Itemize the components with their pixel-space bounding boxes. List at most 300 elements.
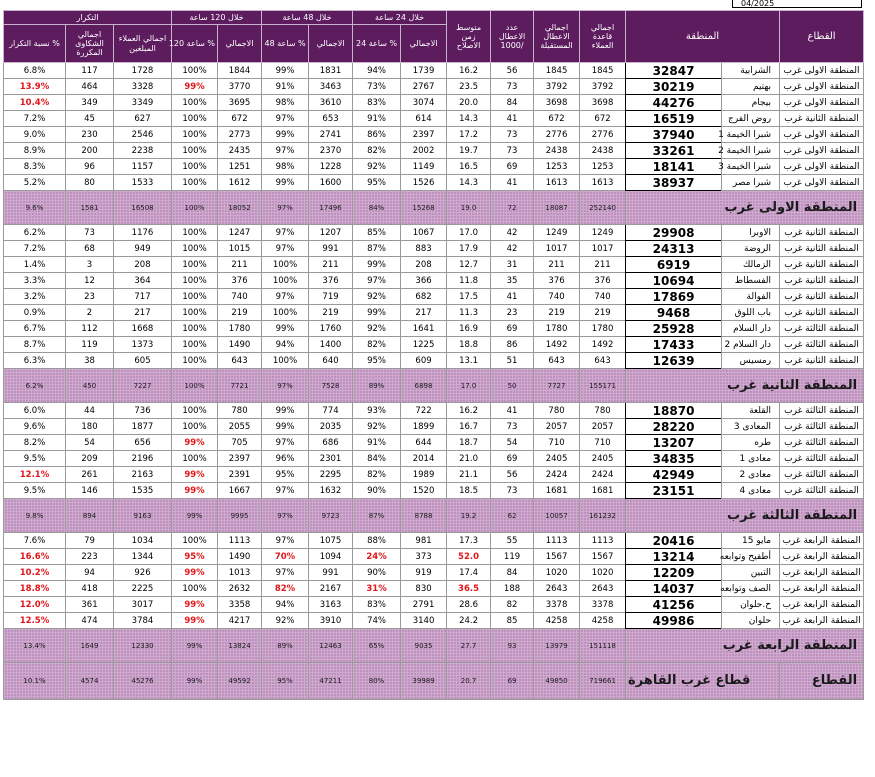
cell-received: 1249 xyxy=(534,225,580,241)
cell-code: 49986 xyxy=(626,613,722,629)
cell-reported-customers: 1157 xyxy=(114,159,172,175)
cell-pct-120: 100% xyxy=(172,273,218,289)
cell-total-120: 219 xyxy=(218,305,262,321)
cell-code: 18141 xyxy=(626,159,722,175)
cell-avg-repair: 52.0 xyxy=(447,549,491,565)
cell-repeat-complaints: 2 xyxy=(66,305,114,321)
cell-code: 37940 xyxy=(626,127,722,143)
cell-pct-24: 89% xyxy=(353,369,401,403)
cell-pct-48: 70% xyxy=(262,549,309,565)
cell-avg-repair: 18.5 xyxy=(447,483,491,499)
cell-avg-repair: 16.2 xyxy=(447,63,491,79)
cell-repeat-complaints: 349 xyxy=(66,95,114,111)
cell-customer-base: 155171 xyxy=(580,369,626,403)
cell-total-48: 376 xyxy=(309,273,353,289)
cell-region-label: المنطقة الثالثة غرب xyxy=(626,499,864,533)
cell-sector: المنطقة الرابعة غرب xyxy=(780,581,864,597)
cell-pct-24: 82% xyxy=(353,143,401,159)
cell-faults-per-1000: 69 xyxy=(491,451,534,467)
cell-total-48: 2167 xyxy=(309,581,353,597)
cell-received: 10057 xyxy=(534,499,580,533)
cell-faults-per-1000: 73 xyxy=(491,419,534,435)
cell-pct-48: 97% xyxy=(262,565,309,581)
cell-code: 20416 xyxy=(626,533,722,549)
cell-repeat-pct: 8.2% xyxy=(4,435,66,451)
cell-region: التبين xyxy=(722,565,780,581)
cell-reported-customers: 1668 xyxy=(114,321,172,337)
cell-reported-customers: 1877 xyxy=(114,419,172,435)
header-reported-customers: اجمالي العملاء المبلغين xyxy=(114,25,172,63)
cell-sector: المنطقة الثانية غرب xyxy=(780,289,864,305)
header-faults-per-1000: عدد الاعطال /1000 xyxy=(491,11,534,63)
cell-total-24: 2791 xyxy=(401,597,447,613)
cell-repeat-complaints: 79 xyxy=(66,533,114,549)
cell-customer-base: 2643 xyxy=(580,581,626,597)
cell-total-24: 1067 xyxy=(401,225,447,241)
cell-faults-per-1000: 93 xyxy=(491,629,534,663)
cell-sector: المنطقة الاولى غرب xyxy=(780,143,864,159)
cell-customer-base: 2405 xyxy=(580,451,626,467)
cell-faults-per-1000: 82 xyxy=(491,597,534,613)
cell-code: 13207 xyxy=(626,435,722,451)
cell-reported-customers: 605 xyxy=(114,353,172,369)
cell-sector: المنطقة الرابعة غرب xyxy=(780,597,864,613)
cell-pct-48: 89% xyxy=(262,629,309,663)
cell-pct-48: 97% xyxy=(262,111,309,127)
cell-reported-customers: 1344 xyxy=(114,549,172,565)
cell-total-24: 2767 xyxy=(401,79,447,95)
cell-customer-base: 710 xyxy=(580,435,626,451)
table-row xyxy=(4,613,864,629)
cell-customer-base: 3378 xyxy=(580,597,626,613)
cell-region: رمسيس xyxy=(722,353,780,369)
cell-total-120: 1780 xyxy=(218,321,262,337)
cell-total-24: 644 xyxy=(401,435,447,451)
cell-received: 1020 xyxy=(534,565,580,581)
cell-received: 1567 xyxy=(534,549,580,565)
cell-received: 1492 xyxy=(534,337,580,353)
cell-code: 13214 xyxy=(626,549,722,565)
cell-sector: المنطقة الاولى غرب xyxy=(780,127,864,143)
cell-code: 34835 xyxy=(626,451,722,467)
cell-region: شبرا الخيمة 3 xyxy=(722,159,780,175)
cell-pct-120: 100% xyxy=(172,533,218,549)
cell-received: 7727 xyxy=(534,369,580,403)
cell-code: 25928 xyxy=(626,321,722,337)
cell-repeat-complaints: 117 xyxy=(66,63,114,79)
cell-repeat-complaints: 4574 xyxy=(66,663,114,700)
cell-pct-120: 100% xyxy=(172,451,218,467)
cell-avg-repair: 21.0 xyxy=(447,451,491,467)
cell-repeat-pct: 8.3% xyxy=(4,159,66,175)
cell-repeat-complaints: 80 xyxy=(66,175,114,191)
cell-pct-48: 97% xyxy=(262,289,309,305)
cell-repeat-pct: 12.0% xyxy=(4,597,66,613)
cell-region: معادى 2 xyxy=(722,467,780,483)
cell-customer-base: 2776 xyxy=(580,127,626,143)
cell-sector: المنطقة الرابعة غرب xyxy=(780,613,864,629)
cell-repeat-complaints: 12 xyxy=(66,273,114,289)
cell-pct-120: 100% xyxy=(172,241,218,257)
cell-total-120: 1490 xyxy=(218,549,262,565)
header-total-24: الاجمالي xyxy=(401,25,447,63)
cell-pct-24: 90% xyxy=(353,565,401,581)
header-avg-repair: متوسط زمن الاصلاح xyxy=(447,11,491,63)
cell-pct-48: 97% xyxy=(262,225,309,241)
cell-customer-base: 2057 xyxy=(580,419,626,435)
cell-avg-repair: 12.7 xyxy=(447,257,491,273)
cell-pct-24: 82% xyxy=(353,467,401,483)
cell-customer-base: 151118 xyxy=(580,629,626,663)
cell-repeat-pct: 3.2% xyxy=(4,289,66,305)
cell-received: 710 xyxy=(534,435,580,451)
cell-faults-per-1000: 69 xyxy=(491,321,534,337)
cell-pct-120: 99% xyxy=(172,467,218,483)
cell-code: 33261 xyxy=(626,143,722,159)
cell-reported-customers: 1533 xyxy=(114,175,172,191)
cell-faults-per-1000: 50 xyxy=(491,369,534,403)
table-row xyxy=(4,127,864,143)
header-total-120: الاجمالي xyxy=(218,25,262,63)
cell-total-120: 780 xyxy=(218,403,262,419)
cell-repeat-pct: 3.3% xyxy=(4,273,66,289)
cell-pct-48: 99% xyxy=(262,175,309,191)
cell-avg-repair: 20.7 xyxy=(447,663,491,700)
cell-total-48: 2301 xyxy=(309,451,353,467)
cell-customer-base: 1253 xyxy=(580,159,626,175)
cell-received: 1113 xyxy=(534,533,580,549)
cell-total-120: 1013 xyxy=(218,565,262,581)
cell-faults-per-1000: 73 xyxy=(491,79,534,95)
cell-region: شبرا الخيمة 2 xyxy=(722,143,780,159)
table-row xyxy=(4,337,864,353)
cell-customer-base: 1613 xyxy=(580,175,626,191)
cell-pct-24: 24% xyxy=(353,549,401,565)
cell-faults-per-1000: 69 xyxy=(491,663,534,700)
cell-pct-24: 95% xyxy=(353,353,401,369)
header-pct-48: % ساعة 48 xyxy=(262,25,309,63)
cell-total-24: 217 xyxy=(401,305,447,321)
region-subtotal-row xyxy=(4,499,864,533)
cell-total-48: 47211 xyxy=(309,663,353,700)
cell-pct-48: 97% xyxy=(262,499,309,533)
cell-repeat-complaints: 1581 xyxy=(66,191,114,225)
cell-code: 18870 xyxy=(626,403,722,419)
cell-region: المعادى 3 xyxy=(722,419,780,435)
cell-repeat-complaints: 361 xyxy=(66,597,114,613)
cell-reported-customers: 1034 xyxy=(114,533,172,549)
cell-repeat-complaints: 94 xyxy=(66,565,114,581)
cell-reported-customers: 3349 xyxy=(114,95,172,111)
cell-pct-120: 99% xyxy=(172,499,218,533)
cell-repeat-pct: 16.6% xyxy=(4,549,66,565)
cell-total-48: 991 xyxy=(309,565,353,581)
cell-customer-base: 252140 xyxy=(580,191,626,225)
header-repeat-complaints: اجمالي الشكاوى المكررة xyxy=(66,25,114,63)
cell-pct-48: 99% xyxy=(262,403,309,419)
cell-region: الاوبرا xyxy=(722,225,780,241)
cell-region-label: المنطقة الرابعة غرب xyxy=(626,629,864,663)
cell-pct-48: 97% xyxy=(262,369,309,403)
cell-repeat-pct: 1.4% xyxy=(4,257,66,273)
cell-total-24: 919 xyxy=(401,565,447,581)
cell-code: 10694 xyxy=(626,273,722,289)
cell-avg-repair: 20.0 xyxy=(447,95,491,111)
cell-total-120: 376 xyxy=(218,273,262,289)
cell-avg-repair: 16.9 xyxy=(447,321,491,337)
cell-avg-repair: 16.2 xyxy=(447,403,491,419)
cell-repeat-pct: 8.7% xyxy=(4,337,66,353)
cell-customer-base: 643 xyxy=(580,353,626,369)
cell-region: بيجام xyxy=(722,95,780,111)
cell-faults-per-1000: 54 xyxy=(491,435,534,451)
cell-total-120: 2055 xyxy=(218,419,262,435)
cell-total-120: 3358 xyxy=(218,597,262,613)
cell-received: 2405 xyxy=(534,451,580,467)
cell-sector: المنطقة الثالثة غرب xyxy=(780,467,864,483)
cell-faults-per-1000: 69 xyxy=(491,159,534,175)
cell-repeat-complaints: 96 xyxy=(66,159,114,175)
cell-total-24: 614 xyxy=(401,111,447,127)
cell-pct-24: 97% xyxy=(353,273,401,289)
cell-total-120: 740 xyxy=(218,289,262,305)
cell-sector: المنطقة الاولى غرب xyxy=(780,79,864,95)
cell-faults-per-1000: 86 xyxy=(491,337,534,353)
cell-repeat-pct: 8.9% xyxy=(4,143,66,159)
header-received: اجمالي الاعطال المستقبلة xyxy=(534,11,580,63)
cell-total-24: 1739 xyxy=(401,63,447,79)
cell-customer-base: 2424 xyxy=(580,467,626,483)
cell-total-24: 373 xyxy=(401,549,447,565)
cell-total-120: 2397 xyxy=(218,451,262,467)
cell-reported-customers: 656 xyxy=(114,435,172,451)
cell-total-48: 774 xyxy=(309,403,353,419)
cell-received: 18087 xyxy=(534,191,580,225)
cell-faults-per-1000: 85 xyxy=(491,613,534,629)
cell-pct-120: 100% xyxy=(172,95,218,111)
cell-region: الفسطاط xyxy=(722,273,780,289)
cell-pct-48: 92% xyxy=(262,613,309,629)
cell-sector: المنطقة الاولى غرب xyxy=(780,159,864,175)
cell-total-24: 6898 xyxy=(401,369,447,403)
cell-total-24: 1989 xyxy=(401,467,447,483)
cell-total-48: 3610 xyxy=(309,95,353,111)
cell-total-24: 981 xyxy=(401,533,447,549)
cell-pct-48: 94% xyxy=(262,597,309,613)
cell-code: 17433 xyxy=(626,337,722,353)
cell-customer-base: 672 xyxy=(580,111,626,127)
cell-pct-120: 100% xyxy=(172,353,218,369)
cell-pct-48: 95% xyxy=(262,467,309,483)
cell-region: الشرابية xyxy=(722,63,780,79)
cell-code: 32847 xyxy=(626,63,722,79)
table-row xyxy=(4,241,864,257)
cell-received: 2424 xyxy=(534,467,580,483)
cell-avg-repair: 17.0 xyxy=(447,369,491,403)
cell-total-48: 1600 xyxy=(309,175,353,191)
cell-customer-base: 1681 xyxy=(580,483,626,499)
cell-pct-120: 100% xyxy=(172,581,218,597)
cell-avg-repair: 14.3 xyxy=(447,175,491,191)
cell-reported-customers: 949 xyxy=(114,241,172,257)
cell-total-120: 4217 xyxy=(218,613,262,629)
header-region: المنطقة xyxy=(626,11,780,63)
cell-region: مايو 15 xyxy=(722,533,780,549)
cell-total-48: 219 xyxy=(309,305,353,321)
cell-total-120: 3695 xyxy=(218,95,262,111)
cell-pct-120: 100% xyxy=(172,369,218,403)
table-row xyxy=(4,79,864,95)
cell-total-48: 9723 xyxy=(309,499,353,533)
cell-region: دار السلام xyxy=(722,321,780,337)
cell-code: 9468 xyxy=(626,305,722,321)
cell-faults-per-1000: 23 xyxy=(491,305,534,321)
table-row xyxy=(4,321,864,337)
cell-pct-24: 99% xyxy=(353,257,401,273)
cell-avg-repair: 24.2 xyxy=(447,613,491,629)
cell-pct-24: 91% xyxy=(353,111,401,127)
cell-avg-repair: 23.5 xyxy=(447,79,491,95)
cell-sector: المنطقة الثالثة غرب xyxy=(780,321,864,337)
cell-total-120: 1612 xyxy=(218,175,262,191)
table-body xyxy=(4,63,864,700)
cell-repeat-pct: 9.5% xyxy=(4,451,66,467)
cell-region: باب اللوق xyxy=(722,305,780,321)
cell-code: 41256 xyxy=(626,597,722,613)
cell-total-48: 1760 xyxy=(309,321,353,337)
table-row xyxy=(4,225,864,241)
cell-total-24: 2397 xyxy=(401,127,447,143)
cell-received: 1253 xyxy=(534,159,580,175)
cell-total-48: 2741 xyxy=(309,127,353,143)
cell-received: 1017 xyxy=(534,241,580,257)
table-row xyxy=(4,549,864,565)
cell-faults-per-1000: 41 xyxy=(491,289,534,305)
cell-avg-repair: 19.2 xyxy=(447,499,491,533)
cell-avg-repair: 17.2 xyxy=(447,127,491,143)
cell-code: 44276 xyxy=(626,95,722,111)
cell-faults-per-1000: 55 xyxy=(491,533,534,549)
cell-repeat-complaints: 73 xyxy=(66,225,114,241)
cell-total-48: 2370 xyxy=(309,143,353,159)
cell-faults-per-1000: 42 xyxy=(491,241,534,257)
cell-region: الزمالك xyxy=(722,257,780,273)
cell-customer-base: 1492 xyxy=(580,337,626,353)
cell-avg-repair: 11.3 xyxy=(447,305,491,321)
cell-region-label: المنطقة الثانية غرب xyxy=(626,369,864,403)
cell-repeat-complaints: 119 xyxy=(66,337,114,353)
cell-pct-24: 85% xyxy=(353,225,401,241)
cell-received: 211 xyxy=(534,257,580,273)
cell-pct-48: 99% xyxy=(262,321,309,337)
cell-pct-48: 97% xyxy=(262,435,309,451)
cell-total-48: 3463 xyxy=(309,79,353,95)
cell-reported-customers: 3328 xyxy=(114,79,172,95)
cell-code: 24313 xyxy=(626,241,722,257)
cell-total-120: 1490 xyxy=(218,337,262,353)
cell-repeat-complaints: 230 xyxy=(66,127,114,143)
cell-pct-120: 100% xyxy=(172,111,218,127)
cell-faults-per-1000: 84 xyxy=(491,565,534,581)
cell-total-120: 2435 xyxy=(218,143,262,159)
cell-customer-base: 719661 xyxy=(580,663,626,700)
cell-pct-120: 100% xyxy=(172,159,218,175)
cell-pct-120: 100% xyxy=(172,191,218,225)
cell-faults-per-1000: 56 xyxy=(491,63,534,79)
cell-pct-48: 100% xyxy=(262,353,309,369)
cell-reported-customers: 2225 xyxy=(114,581,172,597)
cell-code: 23151 xyxy=(626,483,722,499)
cell-faults-per-1000: 31 xyxy=(491,257,534,273)
cell-total-120: 1251 xyxy=(218,159,262,175)
cell-avg-repair: 28.6 xyxy=(447,597,491,613)
table-row xyxy=(4,63,864,79)
table-row xyxy=(4,95,864,111)
cell-repeat-complaints: 38 xyxy=(66,353,114,369)
cell-customer-base: 780 xyxy=(580,403,626,419)
cell-faults-per-1000: 119 xyxy=(491,549,534,565)
cell-pct-48: 99% xyxy=(262,419,309,435)
cell-reported-customers: 1728 xyxy=(114,63,172,79)
cell-repeat-pct: 13.4% xyxy=(4,629,66,663)
cell-repeat-pct: 18.8% xyxy=(4,581,66,597)
cell-sector: المنطقة الثالثة غرب xyxy=(780,419,864,435)
cell-pct-120: 100% xyxy=(172,257,218,273)
cell-pct-120: 100% xyxy=(172,419,218,435)
cell-pct-24: 86% xyxy=(353,127,401,143)
cell-repeat-pct: 6.3% xyxy=(4,353,66,369)
cell-sector: المنطقة الرابعة غرب xyxy=(780,549,864,565)
cell-faults-per-1000: 41 xyxy=(491,111,534,127)
cell-pct-24: 92% xyxy=(353,159,401,175)
cell-avg-repair: 17.3 xyxy=(447,533,491,549)
cell-code: 12209 xyxy=(626,565,722,581)
cell-pct-120: 95% xyxy=(172,549,218,565)
table-row xyxy=(4,111,864,127)
cell-faults-per-1000: 56 xyxy=(491,467,534,483)
cell-pct-48: 98% xyxy=(262,95,309,111)
cell-total-48: 3163 xyxy=(309,597,353,613)
cell-faults-per-1000: 41 xyxy=(491,403,534,419)
cell-pct-48: 98% xyxy=(262,159,309,175)
cell-pct-120: 100% xyxy=(172,403,218,419)
cell-avg-repair: 17.9 xyxy=(447,241,491,257)
cell-repeat-complaints: 261 xyxy=(66,467,114,483)
cell-repeat-pct: 7.2% xyxy=(4,111,66,127)
cell-total-48: 640 xyxy=(309,353,353,369)
cell-code: 29908 xyxy=(626,225,722,241)
cell-total-48: 2035 xyxy=(309,419,353,435)
cell-sector: المنطقة الثانية غرب xyxy=(780,305,864,321)
table-row xyxy=(4,435,864,451)
cell-customer-base: 1020 xyxy=(580,565,626,581)
cell-sector: المنطقة الثالثة غرب xyxy=(780,483,864,499)
cell-repeat-pct: 12.1% xyxy=(4,467,66,483)
cell-faults-per-1000: 188 xyxy=(491,581,534,597)
cell-avg-repair: 14.3 xyxy=(447,111,491,127)
cell-pct-48: 97% xyxy=(262,533,309,549)
cell-pct-120: 100% xyxy=(172,175,218,191)
cell-sector: المنطقة الثانية غرب xyxy=(780,353,864,369)
cell-sector: المنطقة الثانية غرب xyxy=(780,273,864,289)
table-row xyxy=(4,467,864,483)
cell-reported-customers: 208 xyxy=(114,257,172,273)
cell-total-120: 1113 xyxy=(218,533,262,549)
faults-report-table xyxy=(3,10,864,700)
cell-customer-base: 1780 xyxy=(580,321,626,337)
cell-code: 6919 xyxy=(626,257,722,273)
cell-pct-48: 95% xyxy=(262,663,309,700)
